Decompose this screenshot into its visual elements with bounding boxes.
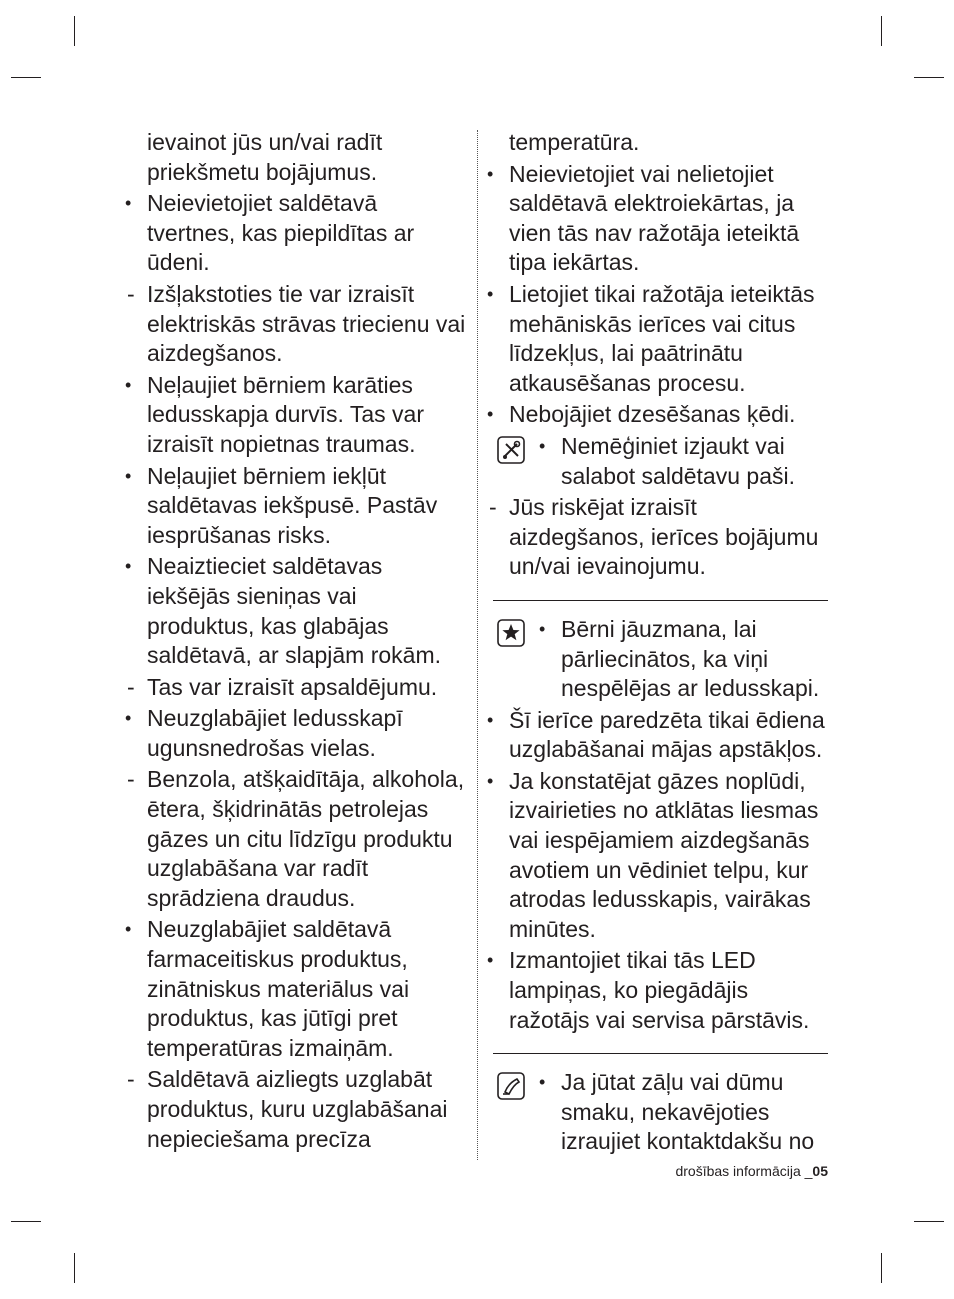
- dash-item: [125, 1065, 470, 1154]
- list-marker: •: [487, 163, 494, 184]
- continued-text: ievainot jūs un/vai radīt priekšmetu bojājumus.: [147, 129, 383, 185]
- bullet-item: [125, 189, 470, 278]
- bullet-item: [125, 915, 470, 1063]
- dash-item: [125, 673, 470, 703]
- item-text: Tas var izraisīt apsaldējumu.: [147, 673, 438, 700]
- list-marker: -: [127, 673, 135, 700]
- list-marker: •: [125, 919, 132, 940]
- list-marker: -: [127, 1066, 135, 1093]
- bullet-item: [487, 946, 832, 1035]
- item-text: Ja konstatējat gāzes noplūdi, izvairieties no atklātas liesmas vai iespējamiem aizdegšanās avotiem un vēdiniet telpu, kur atrodas ledusskapis, vairākas minūtes.: [509, 767, 819, 942]
- item-text: Izšļakstoties tie var izraisīt elektriskās strāvas triecienu vai aizdegšanos.: [147, 280, 466, 367]
- section-rule: [493, 1053, 828, 1054]
- dash-item: [487, 493, 832, 582]
- item-text: Šī ierīce paredzēta tikai ēdiena uzglabāšanai mājas apstākļos.: [509, 706, 825, 763]
- item-text: Izmantojiet tikai tās LED lampiņas, ko piegādājis ražotājs vai servisa pārstāvis.: [509, 947, 810, 1033]
- list-marker: •: [125, 708, 132, 729]
- item-text: Neuzglabājiet ledusskapī ugunsnedrošas vielas.: [147, 705, 403, 761]
- crop-mark: [881, 16, 882, 46]
- crop-mark: [914, 1221, 944, 1222]
- list-marker: -: [127, 766, 135, 793]
- continued-text: temperatūra.: [509, 129, 640, 155]
- item-text: Neļaujiet bērniem iekļūt saldētavas iekšpusē. Pastāv iesprūšanas risks.: [147, 462, 438, 548]
- crop-mark: [74, 16, 75, 46]
- bullet-item: [125, 552, 470, 670]
- crop-mark: [11, 77, 41, 78]
- item-text: Nemēģiniet izjaukt vai salabot saldētavu paši.: [561, 432, 795, 489]
- list-marker: •: [487, 283, 494, 304]
- page-footer: [675, 1163, 828, 1179]
- no-disassembly-icon: [497, 436, 525, 464]
- list-marker: •: [487, 404, 494, 425]
- footer-label: drošības informācija _: [675, 1163, 813, 1179]
- crop-mark: [881, 1253, 882, 1283]
- bullet-item: [487, 280, 832, 398]
- dash-item: [125, 280, 470, 369]
- item-text: Nebojājiet dzesēšanas ķēdi.: [509, 401, 796, 428]
- bullet-item: [487, 160, 832, 278]
- list-marker: •: [125, 556, 132, 577]
- item-text: Neuzglabājiet saldētavā farmaceitiskus produktus, zinātniskus materiālus vai produktus, kas jūtīgi pret temperatūras izmaiņām.: [147, 916, 410, 1061]
- bullet-item: [487, 767, 832, 945]
- warning-item-disassembly: • Nemēģiniet izjaukt vai salabot saldētavu paši.: [487, 432, 832, 491]
- contact-service-icon: [497, 1072, 525, 1100]
- section-rule: [493, 600, 828, 601]
- item-text: Benzola, atšķaidītāja, alkohola, ētera, šķidrinātās petrolejas gāzes un citu līdzīgu produktu uzglabāšana var radīt sprādziena draudus.: [147, 766, 465, 911]
- crop-mark: [914, 77, 944, 78]
- crop-mark: [11, 1221, 41, 1222]
- bullet-item: [487, 400, 832, 430]
- list-marker: •: [125, 193, 132, 214]
- list-marker: -: [127, 280, 135, 307]
- bullet-item: [125, 704, 470, 763]
- warning-item-children: • Bērni jāuzmana, lai pārliecinātos, ka viņi nespēlējas ar ledusskapi.: [487, 615, 832, 704]
- item-text: Neievietojiet saldētavā tvertnes, kas piepildītas ar ūdeni.: [147, 190, 415, 276]
- list-marker: -: [489, 494, 497, 521]
- list-marker: •: [487, 709, 494, 730]
- list-marker: •: [125, 465, 132, 486]
- right-column: [487, 128, 832, 1159]
- item-text: Jūs riskējat izraisīt aizdegšanos, ierīces bojājumu un/vai ievainojumu.: [509, 494, 819, 580]
- item-text: Ja jūtat zāļu vai dūmu smaku, nekavējoties izraujiet kontaktdakšu no: [561, 1069, 815, 1155]
- list-marker: •: [487, 770, 494, 791]
- item-text: Lietojiet tikai ražotāja ieteiktās mehāniskās ierīces vai citus līdzekļus, lai paātrinātu atkausēšanas procesu.: [509, 280, 815, 396]
- list-marker: •: [125, 374, 132, 395]
- page-number: 05: [812, 1163, 828, 1179]
- item-text: Bērni jāuzmana, lai pārliecinātos, ka viņi nespēlējas ar ledusskapi.: [561, 615, 820, 702]
- bullet-item: [125, 462, 470, 551]
- warning-item-smell: • Ja jūtat zāļu vai dūmu smaku, nekavējoties izraujiet kontaktdakšu no: [487, 1068, 832, 1157]
- crop-mark: [74, 1253, 75, 1283]
- list-marker: •: [487, 950, 494, 971]
- important-star-icon: [497, 619, 525, 647]
- bullet-item: [125, 371, 470, 460]
- left-column: [125, 128, 470, 1156]
- dash-item: [125, 765, 470, 913]
- item-text: Neļaujiet bērniem karāties ledusskapja durvīs. Tas var izraisīt nopietnas traumas.: [147, 371, 424, 457]
- bullet-item: [487, 706, 832, 765]
- item-text: Saldētavā aizliegts uzglabāt produktus, kuru uzglabāšanai nepieciešama precīza: [147, 1066, 448, 1152]
- item-text: Neievietojiet vai nelietojiet saldētavā elektroiekārtas, ja vien tās nav ražotāja ieteiktā tipa iekārtas.: [509, 160, 800, 276]
- column-divider: [477, 130, 478, 1160]
- item-text: Neaiztieciet saldētavas iekšējās sieniņas vai produktus, kas glabājas saldētavā, ar slapjām rokām.: [147, 553, 442, 669]
